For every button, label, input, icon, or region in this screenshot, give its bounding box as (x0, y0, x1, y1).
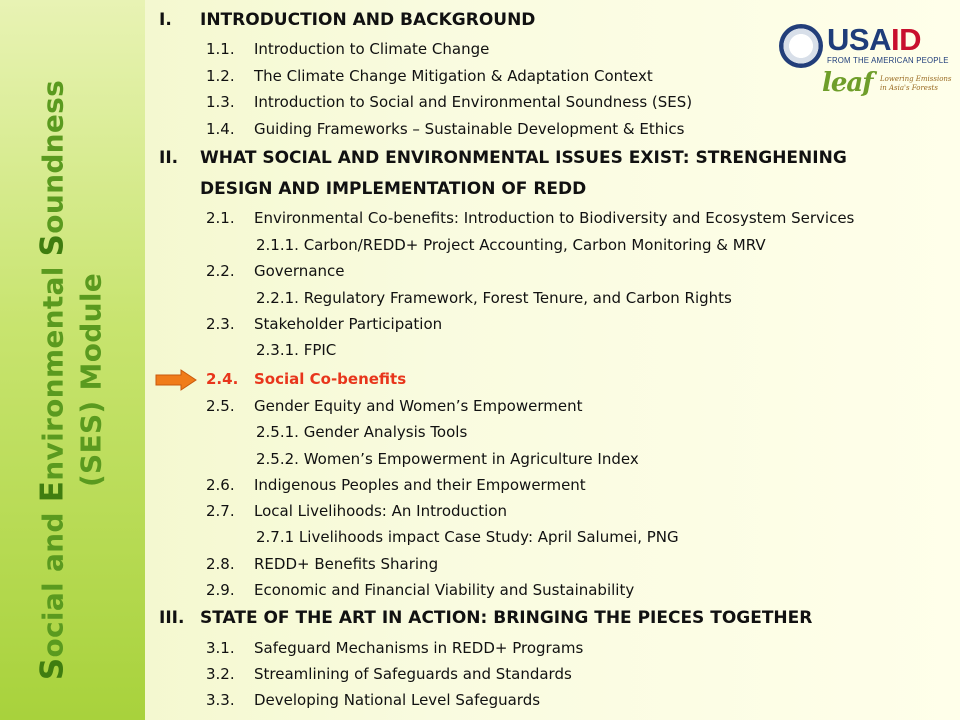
usaid-subtitle: FROM THE AMERICAN PEOPLE (827, 56, 949, 65)
title-text: nvironmental (36, 256, 70, 481)
module-title-line-1 (34, 60, 73, 700)
module-title (34, 60, 111, 700)
side-banner (0, 0, 145, 720)
leaf-wordmark: leaf (822, 68, 873, 98)
title-text: ocial and (36, 502, 70, 658)
usaid-logo (779, 22, 949, 70)
leaf-tagline: Lowering Emissions in Asia's Forests (880, 75, 952, 92)
usaid-seal-icon (779, 24, 823, 68)
current-item-arrow-icon (155, 369, 197, 391)
highlighted-initial: S (34, 657, 71, 681)
usaid-wordmark: USAID (827, 22, 921, 57)
leaf-logo (822, 70, 952, 100)
module-title-line-2: (SES) Module (74, 272, 108, 488)
title-text: oundness (36, 79, 70, 234)
highlighted-initial: S (34, 233, 71, 257)
highlighted-initial: E (34, 480, 71, 503)
